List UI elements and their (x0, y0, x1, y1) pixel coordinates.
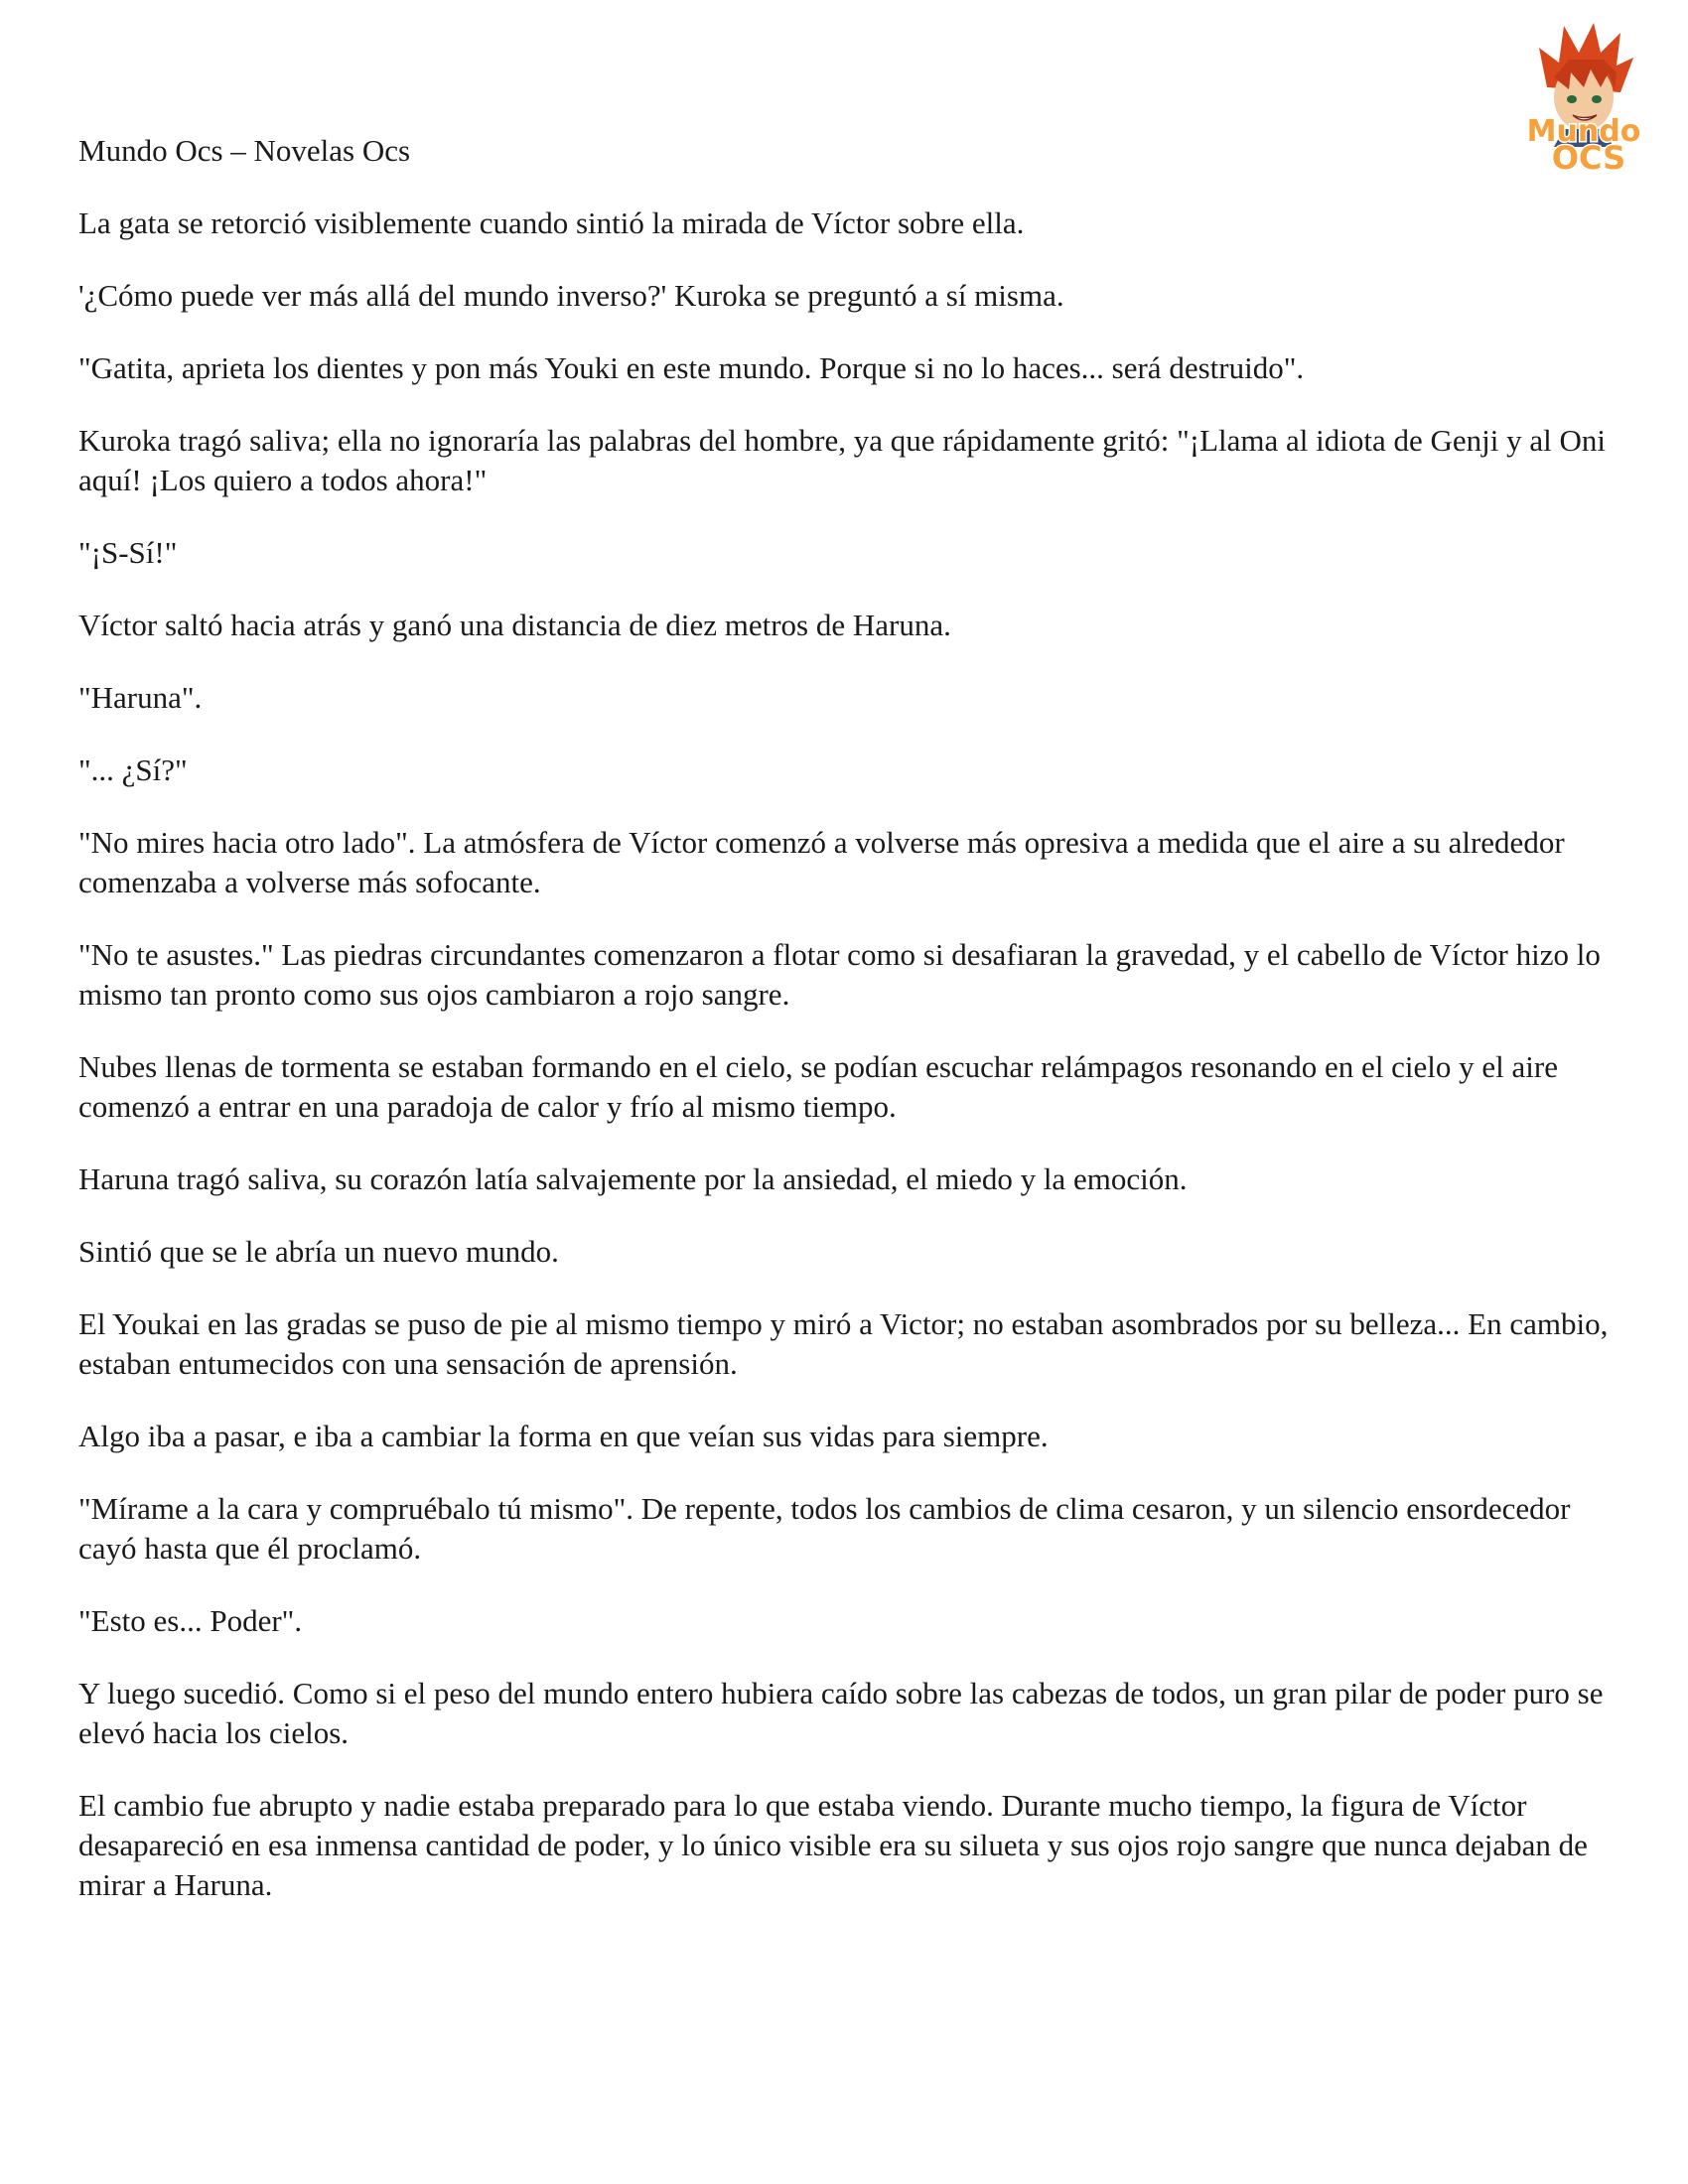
logo-right-eye (1592, 95, 1602, 103)
logo-wordmark-line1: Mundo (1526, 114, 1641, 149)
paragraph: La gata se retorció visiblemente cuando sintió la mirada de Víctor sobre ella. (78, 205, 1025, 240)
logo-left-eye (1567, 95, 1577, 103)
paragraph: "Gatita, aprieta los dientes y pon más Youki en este mundo. Porque si no lo haces... será destruido". (78, 350, 1305, 385)
paragraph: Víctor saltó hacia atrás y ganó una distancia de diez metros de Haruna. (78, 608, 951, 642)
paragraph: Sintió que se le abría un nuevo mundo. (78, 1234, 559, 1269)
paragraph: Algo iba a pasar, e iba a cambiar la forma en que veían sus vidas para siempre. (78, 1419, 1049, 1453)
mundo-ocs-logo (1509, 18, 1658, 177)
paragraph: Y luego sucedió. Como si el peso del mundo entero hubiera caído sobre las cabezas de todos, un gran pilar de poder puro se elevó hacia los cielos. (78, 1676, 1604, 1750)
paragraph: Nubes llenas de tormenta se estaban formando en el cielo, se podían escuchar relámpagos resonando en el cielo y el aire comenzó a entrar en una paradoja de calor y frío al mismo tiempo. (78, 1049, 1558, 1124)
paragraph: El cambio fue abrupto y nadie estaba preparado para lo que estaba viendo. Durante mucho tiempo, la figura de Víctor desapareció en esa inmensa cantidad de poder, y lo único visible era su silueta y sus ojos rojo sangre que nunca dejaban de mirar a Haruna. (78, 1788, 1588, 1902)
paragraph: "Esto es... Poder". (78, 1603, 303, 1638)
paragraph: "... ¿Sí?" (78, 752, 188, 787)
logo-wordmark-line2: OCS (1551, 139, 1626, 177)
paragraph: "¡S-Sí!" (78, 535, 178, 570)
paragraph: "Haruna". (78, 680, 203, 715)
paragraph: Haruna tragó saliva, su corazón latía salvajemente por la ansiedad, el miedo y la emoción. (78, 1161, 1188, 1196)
paragraph: Kuroka tragó saliva; ella no ignoraría las palabras del hombre, ya que rápidamente gritó: "¡Llama al idiota de Genji y al Oni aquí! ¡Los quiero a todos ahora!" (78, 423, 1607, 497)
paragraph: '¿Cómo puede ver más allá del mundo inverso?' Kuroka se preguntó a sí misma. (78, 278, 1064, 313)
paragraph: "No te asustes." Las piedras circundantes comenzaron a flotar como si desafiaran la gravedad, y el cabello de Víctor hizo lo mismo tan pronto como sus ojos cambiaron a rojo sangre. (78, 937, 1601, 1012)
paragraph: El Youkai en las gradas se puso de pie al mismo tiempo y miró a Victor; no estaban asombrados por su belleza... En cambio, estaban entumecidos con una sensación de aprensión. (78, 1306, 1609, 1381)
document-header: Mundo Ocs – Novelas Ocs (78, 133, 411, 168)
paragraph: "Mírame a la cara y compruébalo tú mismo". De repente, todos los cambios de clima cesaron, y un silencio ensordecedor cayó hasta que él proclamó. (78, 1491, 1571, 1566)
document-body (78, 204, 1627, 1938)
paragraph: "No mires hacia otro lado". La atmósfera de Víctor comenzó a volverse más opresiva a medida que el aire a su alrededor comenzaba a volverse más sofocante. (78, 825, 1565, 899)
